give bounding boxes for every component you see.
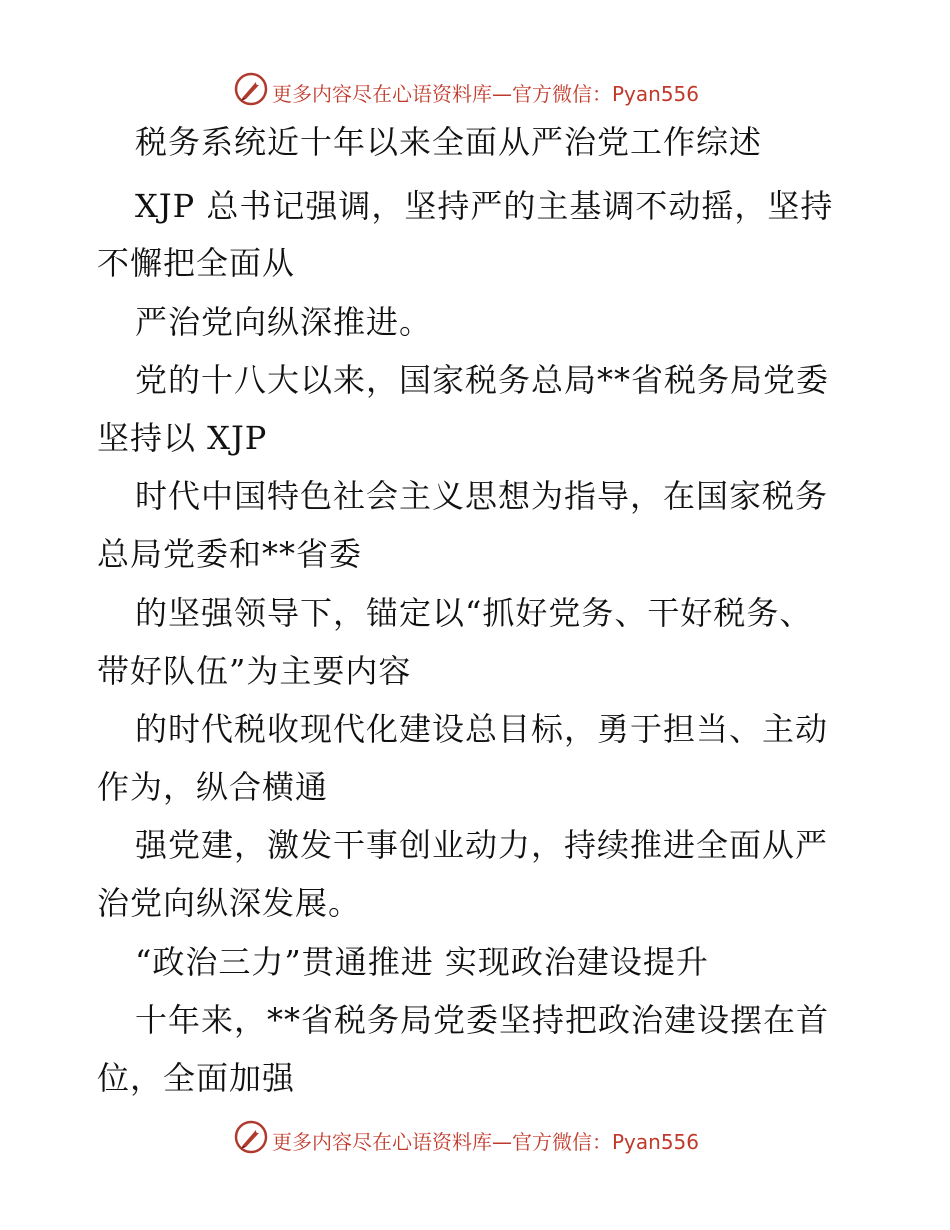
paragraph-line: 严治党向纵深推进。 bbox=[135, 303, 433, 341]
paragraph-line: 位，全面加强 bbox=[97, 1059, 296, 1097]
paragraph-line: 的时代税收现代化建设总目标，勇于担当、主动 bbox=[135, 710, 829, 748]
paragraph-line: 总局党委和**省委 bbox=[97, 535, 363, 573]
paragraph-line: 党的十八大以来，国家税务总局**省税务局党委 bbox=[135, 361, 830, 399]
paragraph-line: 十年来，**省税务局党委坚持把政治建设摆在首 bbox=[135, 1001, 830, 1039]
paragraph-line: 作为，纵合横通 bbox=[97, 768, 329, 806]
paragraph-line: 带好队伍”为主要内容 bbox=[97, 652, 412, 690]
paragraph-line: 的坚强领导下，锚定以“抓好党务、干好税务、 bbox=[135, 594, 813, 632]
paragraph-line: 坚持以 XJP bbox=[97, 419, 268, 457]
paragraph-line: 治党向纵深发展。 bbox=[97, 884, 362, 922]
section-heading: “政治三力”贯通推进 实现政治建设提升 bbox=[135, 943, 709, 981]
watermark-text: 更多内容尽在心语资料库—官方微信：Pyan556 bbox=[272, 1130, 700, 1154]
watermark-text: 更多内容尽在心语资料库—官方微信：Pyan556 bbox=[272, 82, 700, 106]
paragraph-line: 时代中国特色社会主义思想为指导，在国家税务 bbox=[135, 477, 829, 515]
paragraph-line: 强党建，激发干事创业动力，持续推进全面从严 bbox=[135, 826, 829, 864]
pen-logo-icon bbox=[234, 1120, 268, 1154]
footer-watermark bbox=[0, 1120, 950, 1160]
pen-logo-icon bbox=[234, 72, 268, 106]
document-title: 税务系统近十年以来全面从严治党工作综述 bbox=[135, 123, 763, 161]
paragraph-line: XJP 总书记强调，坚持严的主基调不动摇，坚持 bbox=[135, 187, 834, 225]
header-watermark bbox=[0, 72, 950, 112]
paragraph-line: 不懈把全面从 bbox=[97, 244, 296, 282]
